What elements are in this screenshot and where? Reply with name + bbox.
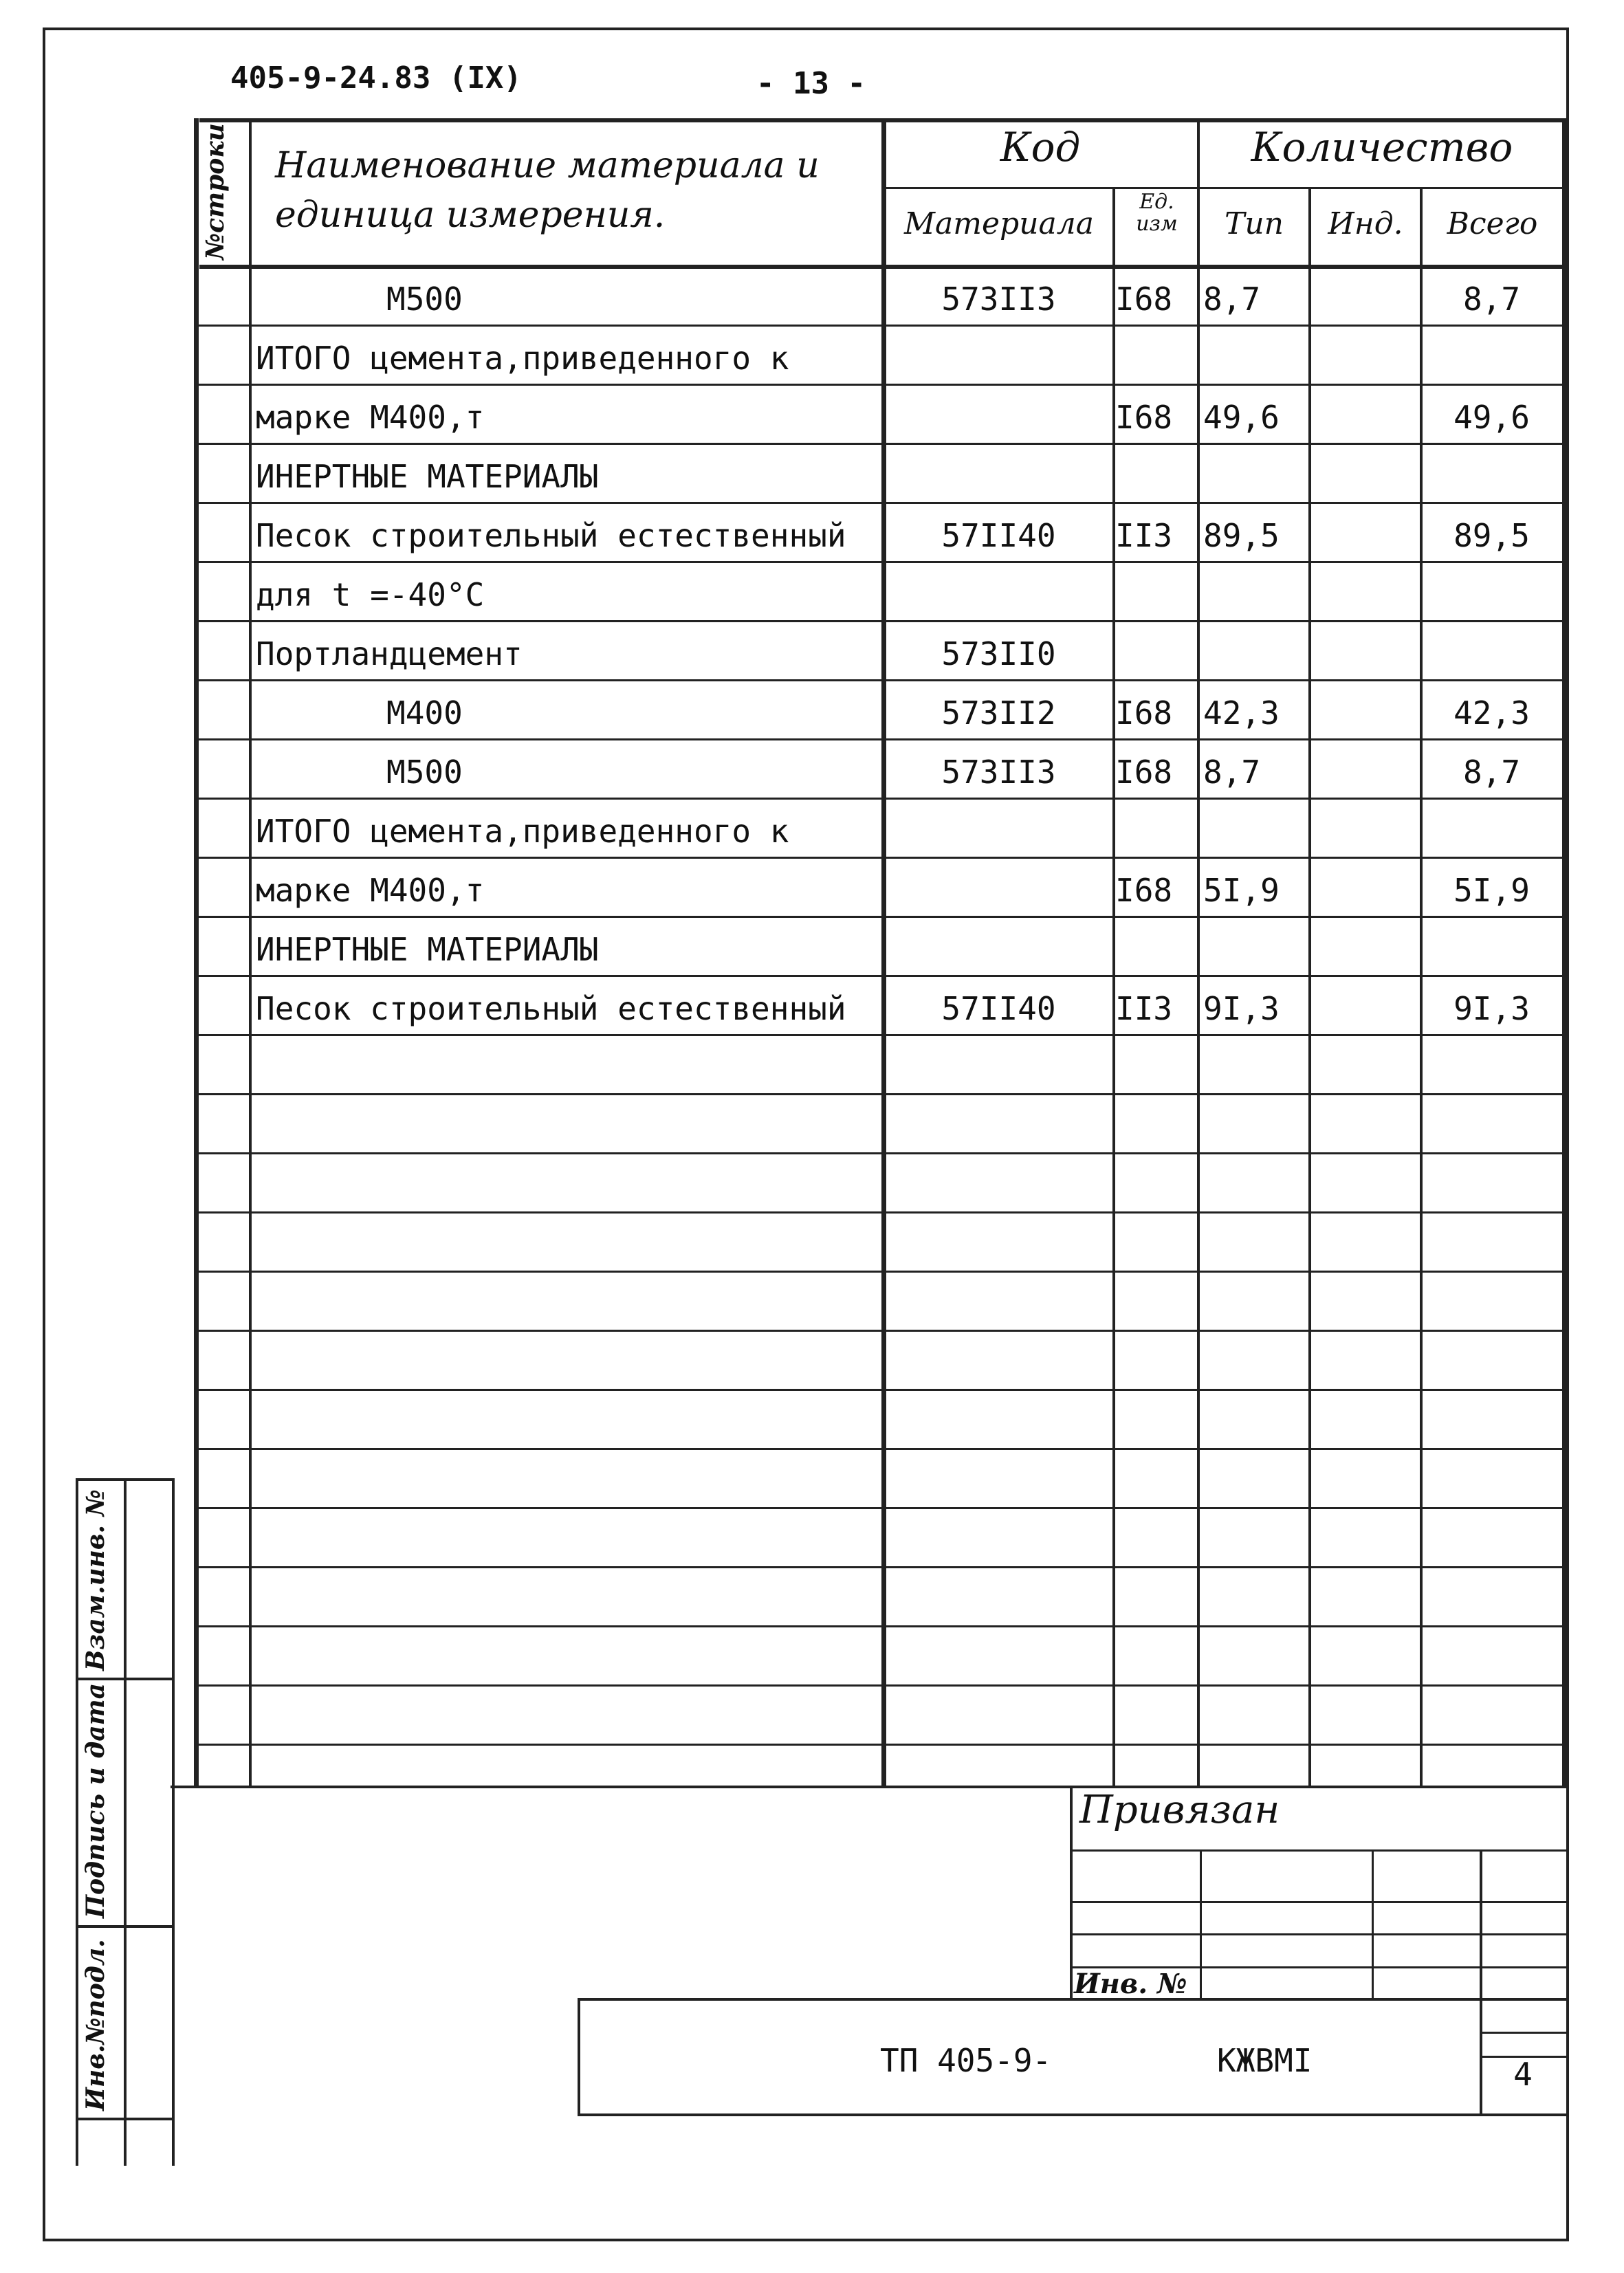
code-material-header: Материала [903,206,1095,241]
material-name: марке М400,т [256,872,485,909]
quantity-total: 42,3 [1453,694,1530,732]
quantity-typ: 9I,3 [1203,990,1280,1027]
unit-code: I68 [1115,399,1173,436]
quantity-total: 49,6 [1453,399,1530,436]
unit-code: II3 [1115,517,1173,554]
material-code: 573II3 [941,281,1056,318]
unit-code: I68 [1115,694,1173,732]
material-name: М400 [386,694,463,732]
unit-code: I68 [1115,281,1173,318]
sheet-number: 4 [1513,2056,1533,2093]
material-name: Портландцемент [256,635,523,672]
material-name: для t =-40°С [256,576,485,613]
material-name: М500 [386,281,463,318]
quantity-typ: 5I,9 [1203,872,1280,909]
quantity-typ: 8,7 [1203,281,1261,318]
bound-label: Привязан [1079,1788,1280,1832]
unit-header: Ед. изм [1136,190,1178,236]
document-mark: КЖВМI [1217,2042,1313,2079]
quantity-typ-header: Тип [1224,206,1284,241]
quantity-typ: 42,3 [1203,694,1280,732]
quantity-typ: 8,7 [1203,754,1261,791]
unit-code: II3 [1115,990,1173,1027]
material-code: 57II40 [941,517,1056,554]
document-designation: ТП 405-9- [880,2042,1052,2079]
row-number-header: №строки [201,123,230,260]
quantity-typ: 49,6 [1203,399,1280,436]
material-code: 573II0 [941,635,1056,672]
page-number: - 13 - [756,66,866,101]
inventory-number-label: Инв. № [1074,1968,1187,2000]
material-code: 573II2 [941,694,1056,732]
material-name: ИНЕРТНЫЕ МАТЕРИАЛЫ [256,458,599,495]
quantity-total: 5I,9 [1453,872,1530,909]
sign-date-label: Подпись и дата [81,1682,110,1918]
material-name: М500 [386,754,463,791]
replace-inventory-label: Взам.инв. № [81,1489,110,1671]
quantity-total-header: Всего [1447,206,1538,241]
material-code: 573II3 [941,754,1056,791]
material-name: марке М400,т [256,399,485,436]
material-name: ИНЕРТНЫЕ МАТЕРИАЛЫ [256,931,599,968]
name-column-header: Наименование материала и единица измерения. [275,145,820,236]
material-code: 57II40 [941,990,1056,1027]
quantity-total: 8,7 [1462,754,1521,791]
original-inventory-label: Инв.№подл. [81,1939,110,2111]
quantity-total: 8,7 [1462,281,1521,318]
code-group-header: Код [1000,124,1081,171]
quantity-ind-header: Инд. [1328,206,1403,241]
material-name: ИТОГО цемента,приведенного к [256,813,789,850]
quantity-total: 89,5 [1453,517,1530,554]
unit-code: I68 [1115,754,1173,791]
unit-code: I68 [1115,872,1173,909]
material-name: Песок строительный естественный [256,990,846,1027]
quantity-typ: 89,5 [1203,517,1280,554]
quantity-group-header: Количество [1251,124,1513,171]
quantity-total: 9I,3 [1453,990,1530,1027]
material-name: Песок строительный естественный [256,517,846,554]
material-name: ИТОГО цемента,приведенного к [256,340,789,377]
document-code: 405-9-24.83 (IX) [230,61,522,96]
